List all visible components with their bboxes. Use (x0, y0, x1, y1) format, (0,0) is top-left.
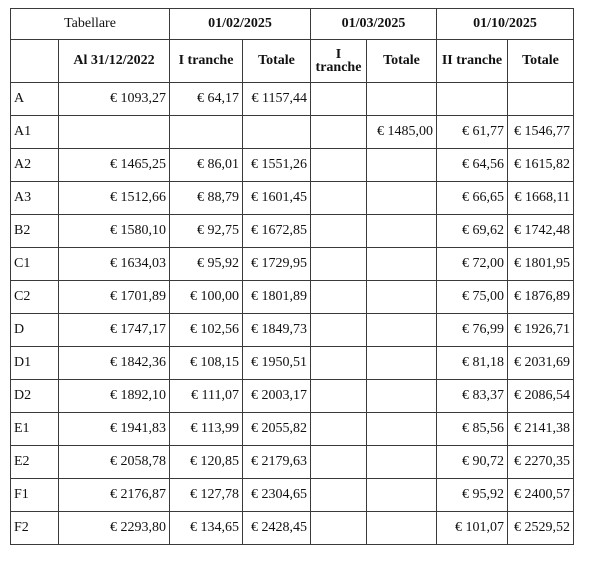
cell-al: € 1093,27 (59, 83, 170, 116)
cell-i-tranche-2 (311, 347, 367, 380)
cell-al: € 2293,80 (59, 512, 170, 545)
cell-ii-tranche: € 81,18 (437, 347, 508, 380)
header-totale-2: Totale (367, 40, 437, 83)
table-row (11, 83, 574, 116)
cell-grade: C1 (11, 248, 59, 281)
cell-i-tranche: € 95,92 (170, 248, 243, 281)
cell-totale-2 (367, 479, 437, 512)
cell-i-tranche-2 (311, 413, 367, 446)
cell-ii-tranche: € 66,65 (437, 182, 508, 215)
cell-totale-1: € 1729,95 (243, 248, 311, 281)
cell-totale-3 (508, 83, 574, 116)
cell-totale-1: € 1801,89 (243, 281, 311, 314)
cell-grade: F2 (11, 512, 59, 545)
cell-grade: A2 (11, 149, 59, 182)
header-totale-1: Totale (243, 40, 311, 83)
cell-grade: A (11, 83, 59, 116)
cell-i-tranche-2 (311, 479, 367, 512)
header-i-tranche: I tranche (170, 40, 243, 83)
cell-grade: E2 (11, 446, 59, 479)
cell-totale-3: € 2400,57 (508, 479, 574, 512)
header-tabellare: Tabellare (11, 9, 170, 40)
table-row (11, 149, 574, 182)
table-row (11, 248, 574, 281)
cell-i-tranche-2 (311, 281, 367, 314)
cell-i-tranche: € 64,17 (170, 83, 243, 116)
cell-ii-tranche: € 76,99 (437, 314, 508, 347)
cell-totale-1 (243, 116, 311, 149)
cell-i-tranche: € 113,99 (170, 413, 243, 446)
cell-totale-1: € 1157,44 (243, 83, 311, 116)
cell-totale-3: € 1615,82 (508, 149, 574, 182)
cell-totale-3: € 1801,95 (508, 248, 574, 281)
cell-i-tranche-2 (311, 116, 367, 149)
cell-totale-2 (367, 281, 437, 314)
cell-totale-3: € 2141,38 (508, 413, 574, 446)
cell-i-tranche: € 120,85 (170, 446, 243, 479)
cell-grade: D2 (11, 380, 59, 413)
cell-grade: E1 (11, 413, 59, 446)
cell-i-tranche (170, 116, 243, 149)
cell-grade: D1 (11, 347, 59, 380)
table-row (11, 446, 574, 479)
cell-ii-tranche: € 85,56 (437, 413, 508, 446)
table-row (11, 479, 574, 512)
salary-table (10, 8, 574, 545)
cell-grade: D (11, 314, 59, 347)
cell-i-tranche: € 92,75 (170, 215, 243, 248)
cell-totale-1: € 1672,85 (243, 215, 311, 248)
cell-ii-tranche (437, 83, 508, 116)
cell-ii-tranche: € 101,07 (437, 512, 508, 545)
cell-totale-3: € 2529,52 (508, 512, 574, 545)
cell-i-tranche: € 127,78 (170, 479, 243, 512)
cell-totale-1: € 2428,45 (243, 512, 311, 545)
table-row (11, 413, 574, 446)
table-row (11, 347, 574, 380)
cell-grade: B2 (11, 215, 59, 248)
cell-ii-tranche: € 83,37 (437, 380, 508, 413)
cell-ii-tranche: € 90,72 (437, 446, 508, 479)
cell-al: € 1701,89 (59, 281, 170, 314)
header-i-tranche-2-line2: tranche (315, 60, 362, 75)
cell-totale-2 (367, 149, 437, 182)
cell-ii-tranche: € 95,92 (437, 479, 508, 512)
cell-grade: A3 (11, 182, 59, 215)
header-i-tranche-2-line1: I (335, 47, 342, 62)
cell-totale-3: € 2031,69 (508, 347, 574, 380)
cell-totale-2 (367, 512, 437, 545)
cell-totale-3: € 2086,54 (508, 380, 574, 413)
cell-al: € 1941,83 (59, 413, 170, 446)
cell-totale-2 (367, 215, 437, 248)
cell-totale-1: € 1601,45 (243, 182, 311, 215)
salary-table-container (10, 8, 574, 545)
cell-totale-3: € 1926,71 (508, 314, 574, 347)
header-i-tranche-2 (311, 40, 367, 83)
cell-totale-3: € 1876,89 (508, 281, 574, 314)
cell-al: € 1842,36 (59, 347, 170, 380)
cell-grade: F1 (11, 479, 59, 512)
cell-totale-2 (367, 380, 437, 413)
cell-i-tranche: € 134,65 (170, 512, 243, 545)
table-row (11, 182, 574, 215)
cell-totale-2: € 1485,00 (367, 116, 437, 149)
cell-i-tranche: € 86,01 (170, 149, 243, 182)
cell-al (59, 116, 170, 149)
cell-ii-tranche: € 61,77 (437, 116, 508, 149)
cell-totale-2 (367, 347, 437, 380)
cell-grade: A1 (11, 116, 59, 149)
cell-i-tranche-2 (311, 512, 367, 545)
cell-i-tranche-2 (311, 182, 367, 215)
header-period-2: 01/03/2025 (311, 9, 437, 40)
cell-i-tranche: € 102,56 (170, 314, 243, 347)
cell-totale-3: € 1742,48 (508, 215, 574, 248)
cell-totale-2 (367, 248, 437, 281)
header-period-3: 01/10/2025 (437, 9, 574, 40)
table-row (11, 380, 574, 413)
header-totale-3: Totale (508, 40, 574, 83)
cell-i-tranche-2 (311, 446, 367, 479)
cell-totale-2 (367, 413, 437, 446)
cell-grade: C2 (11, 281, 59, 314)
cell-totale-1: € 2003,17 (243, 380, 311, 413)
cell-totale-2 (367, 83, 437, 116)
cell-i-tranche-2 (311, 314, 367, 347)
cell-totale-2 (367, 446, 437, 479)
cell-ii-tranche: € 72,00 (437, 248, 508, 281)
cell-al: € 2058,78 (59, 446, 170, 479)
header-row-periods (11, 9, 574, 40)
cell-totale-1: € 1950,51 (243, 347, 311, 380)
cell-i-tranche-2 (311, 248, 367, 281)
cell-totale-1: € 1849,73 (243, 314, 311, 347)
cell-i-tranche: € 100,00 (170, 281, 243, 314)
table-row (11, 281, 574, 314)
cell-al: € 1512,66 (59, 182, 170, 215)
cell-al: € 1892,10 (59, 380, 170, 413)
cell-ii-tranche: € 69,62 (437, 215, 508, 248)
cell-i-tranche-2 (311, 215, 367, 248)
cell-totale-1: € 1551,26 (243, 149, 311, 182)
cell-i-tranche-2 (311, 149, 367, 182)
table-row (11, 116, 574, 149)
table-row (11, 215, 574, 248)
cell-al: € 1465,25 (59, 149, 170, 182)
header-ii-tranche: II tranche (437, 40, 508, 83)
cell-i-tranche-2 (311, 83, 367, 116)
cell-totale-1: € 2179,63 (243, 446, 311, 479)
cell-totale-1: € 2304,65 (243, 479, 311, 512)
cell-ii-tranche: € 75,00 (437, 281, 508, 314)
cell-totale-3: € 1668,11 (508, 182, 574, 215)
cell-al: € 1580,10 (59, 215, 170, 248)
header-empty-cell (11, 40, 59, 83)
cell-i-tranche: € 88,79 (170, 182, 243, 215)
header-al-date: Al 31/12/2022 (59, 40, 170, 83)
cell-al: € 1747,17 (59, 314, 170, 347)
cell-totale-3: € 2270,35 (508, 446, 574, 479)
table-row (11, 314, 574, 347)
cell-ii-tranche: € 64,56 (437, 149, 508, 182)
cell-totale-3: € 1546,77 (508, 116, 574, 149)
header-period-1: 01/02/2025 (170, 9, 311, 40)
table-row (11, 512, 574, 545)
cell-al: € 1634,03 (59, 248, 170, 281)
cell-totale-1: € 2055,82 (243, 413, 311, 446)
cell-i-tranche-2 (311, 380, 367, 413)
header-row-columns (11, 40, 574, 83)
cell-totale-2 (367, 182, 437, 215)
cell-i-tranche: € 111,07 (170, 380, 243, 413)
cell-al: € 2176,87 (59, 479, 170, 512)
cell-i-tranche: € 108,15 (170, 347, 243, 380)
cell-totale-2 (367, 314, 437, 347)
